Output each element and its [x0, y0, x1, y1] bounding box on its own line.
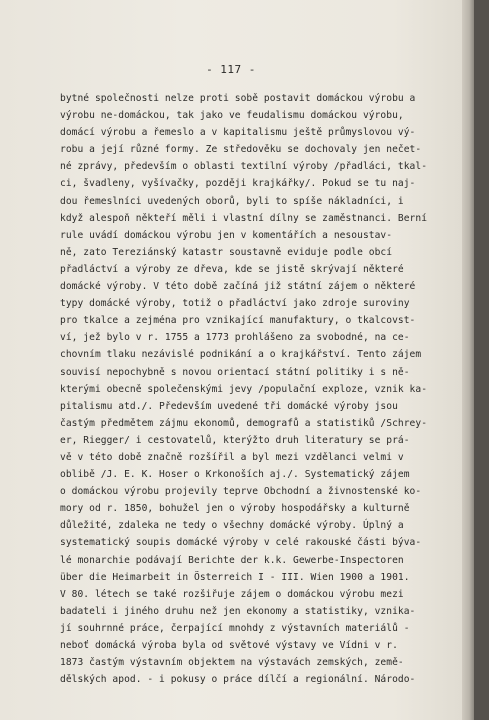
- text-line: ci, švadleny, vyšívačky, později krajkářky/. Pokud se tu naj-: [60, 178, 416, 190]
- text-line: jí souhrnné práce, čerpající mnohdy z výstavních materiálů -: [60, 622, 410, 634]
- text-line: ně, zato Tereziánský katastr soustavně eviduje podle obcí: [60, 246, 393, 258]
- text-line: lé monarchie podávají Berichte der k.k. Gewerbe-Inspectoren: [60, 554, 404, 566]
- text-line: výrobu ne-domáckou, tak jako ve feudalismu domáckou výrobu,: [60, 110, 404, 122]
- page-edge: [462, 0, 474, 720]
- text-line: robu a její různé formy. Ze středověku se dochovaly jen nečet-: [60, 144, 422, 156]
- text-line: bytné společnosti nelze proti sobě postavit domáckou výrobu a: [60, 93, 416, 104]
- text-line: domácí výrobu a řemeslo a v kapitalismu ještě průmyslovou vý-: [60, 127, 416, 139]
- text-line: V 80. létech se také rozšiřuje zájem o domáckou výrobu mezi: [60, 588, 404, 600]
- text-line: neboť domácká výroba byla od světové výstavy ve Vídni v r.: [60, 640, 398, 651]
- text-line: důležité, zdaleka ne tedy o všechny domácké výroby. Úplný a: [60, 520, 404, 532]
- text-line: souvisí nepochybně s novou orientací státní politiky i s ně-: [60, 366, 410, 378]
- text-line: vě v této době značně rozšířil a byl mezi vzdělanci velmi v: [60, 451, 404, 463]
- text-line: badateli i jiného druhu než jen ekonomy a statistiky, vznika-: [60, 605, 416, 617]
- text-line: oblibě /J. E. K. Hoser o Krkonoších aj./. Systematický zájem: [60, 469, 410, 481]
- text-line: domácké výroby. V této době začíná již státní zájem o některé: [60, 281, 416, 293]
- text-line: typy domácké výroby, totiž o přadláctví jako zdroje suroviny: [60, 298, 410, 310]
- text-line: dou řemeslníci uvedených oborů, byli to spíše nákladníci, i: [60, 195, 404, 207]
- text-line: er, Riegger/ i cestovatelů, kterýžto druh literatury se prá-: [60, 434, 410, 446]
- text-line: častým předmětem zájmu ekonomů, demografů a statistiků /Schrey-: [60, 417, 428, 429]
- text-line: když alespoň někteří měli i vlastní dílny se zaměstnanci. Berní: [60, 212, 428, 224]
- text-line: mory od r. 1850, bohužel jen o výroby hospodářsky a kulturně: [60, 503, 410, 515]
- text-line: pro tkalce a zejména pro vznikající manufaktury, o tkalcovst-: [60, 315, 416, 327]
- text-line: rule uvádí domáckou výrobu jen v komentářích a nesoustav-: [60, 229, 393, 241]
- text-line: né zprávy, především o oblasti textilní výroby /přadláci, tkal-: [60, 161, 428, 173]
- text-line: ví, jež bylo v r. 1755 a 1773 prohlášeno za svobodné, na ce-: [60, 332, 410, 344]
- text-line: kterými obecně společenskými jevy /populační exploze, vznik ka-: [60, 383, 428, 395]
- text-line: přadláctví a výroby ze dřeva, kde se jistě skrývají některé: [60, 263, 404, 275]
- text-line: systematický soupis domácké výroby v celé rakouské části býva-: [60, 537, 422, 549]
- body-text: [60, 90, 444, 688]
- text-line: dělských apod. - i pokusy o práce dílčí a regionální. Národo-: [60, 674, 416, 686]
- text-line: o domáckou výrobu projevily teprve Obchodní a živnostenské ko-: [60, 486, 422, 498]
- text-line: über die Heimarbeit in Österreich I - III. Wien 1900 a 1901.: [60, 571, 410, 583]
- page-number: - 117 -: [206, 63, 256, 76]
- text-line: pitalismu atd./. Především uvedené tři domácké výroby jsou: [60, 400, 398, 412]
- text-line: 1873 častým výstavním objektem na výstavách zemských, země-: [60, 657, 404, 669]
- text-line: chovním tlaku nezávislé podnikání a o krajkářství. Tento zájem: [60, 349, 422, 361]
